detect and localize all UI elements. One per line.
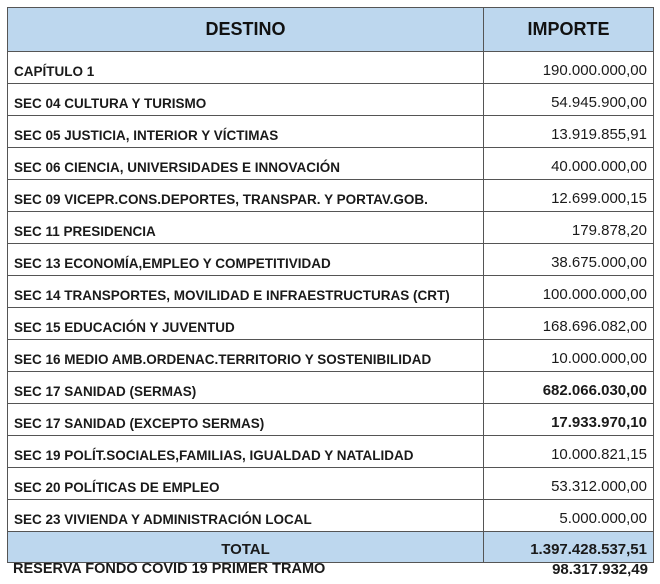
destino-cell: SEC 14 TRANSPORTES, MOVILIDAD E INFRAESTRUCTURAS (CRT) — [7, 276, 484, 307]
destino-cell: SEC 05 JUSTICIA, INTERIOR Y VÍCTIMAS — [7, 116, 484, 147]
importe-cell: 54.945.900,00 — [484, 84, 654, 115]
importe-cell: 190.000.000,00 — [484, 52, 654, 83]
destino-cell: SEC 17 SANIDAD (SERMAS) — [7, 372, 484, 403]
destino-cell: SEC 16 MEDIO AMB.ORDENAC.TERRITORIO Y SOSTENIBILIDAD — [7, 340, 484, 371]
destino-cell: SEC 06 CIENCIA, UNIVERSIDADES E INNOVACIÓN — [7, 148, 484, 179]
destino-cell: SEC 19 POLÍT.SOCIALES,FAMILIAS, IGUALDAD Y NATALIDAD — [7, 436, 484, 467]
destino-cell: SEC 04 CULTURA Y TURISMO — [7, 84, 484, 115]
reserve-row — [7, 561, 654, 584]
destino-cell: SEC 17 SANIDAD (EXCEPTO SERMAS) — [7, 404, 484, 435]
destino-cell: SEC 09 VICEPR.CONS.DEPORTES, TRANSPAR. Y PORTAV.GOB. — [7, 180, 484, 211]
header-destino: DESTINO — [7, 8, 484, 51]
table-row — [7, 84, 654, 116]
reserve-importe: 98.317.932,49 — [552, 561, 648, 578]
importe-cell: 100.000.000,00 — [484, 276, 654, 307]
table-row — [7, 404, 654, 436]
total-row — [7, 532, 654, 563]
table-row — [7, 500, 654, 532]
destino-cell: SEC 23 VIVIENDA Y ADMINISTRACIÓN LOCAL — [7, 500, 484, 531]
table-row — [7, 276, 654, 308]
importe-cell: 13.919.855,91 — [484, 116, 654, 147]
table-row — [7, 180, 654, 212]
table-row — [7, 52, 654, 84]
destino-cell: SEC 13 ECONOMÍA,EMPLEO Y COMPETITIVIDAD — [7, 244, 484, 275]
importe-cell: 168.696.082,00 — [484, 308, 654, 339]
importe-cell: 38.675.000,00 — [484, 244, 654, 275]
table-row — [7, 212, 654, 244]
header-importe: IMPORTE — [484, 8, 654, 51]
importe-cell: 17.933.970,10 — [484, 404, 654, 435]
destino-cell: SEC 20 POLÍTICAS DE EMPLEO — [7, 468, 484, 499]
destino-cell: SEC 15 EDUCACIÓN Y JUVENTUD — [7, 308, 484, 339]
importe-cell: 40.000.000,00 — [484, 148, 654, 179]
table-row — [7, 372, 654, 404]
table-header-row — [7, 7, 654, 52]
importe-cell: 12.699.000,15 — [484, 180, 654, 211]
table-row — [7, 468, 654, 500]
table-row — [7, 436, 654, 468]
importe-cell: 682.066.030,00 — [484, 372, 654, 403]
table-row — [7, 244, 654, 276]
importe-cell: 5.000.000,00 — [484, 500, 654, 531]
importe-cell: 179.878,20 — [484, 212, 654, 243]
destino-cell: CAPÍTULO 1 — [7, 52, 484, 83]
table-row — [7, 116, 654, 148]
budget-table — [7, 7, 654, 563]
table-row — [7, 340, 654, 372]
importe-cell: 10.000.821,15 — [484, 436, 654, 467]
destino-cell: SEC 11 PRESIDENCIA — [7, 212, 484, 243]
total-label: TOTAL — [7, 532, 484, 562]
importe-cell: 53.312.000,00 — [484, 468, 654, 499]
table-row — [7, 148, 654, 180]
table-row — [7, 308, 654, 340]
reserve-label: RESERVA FONDO COVID 19 PRIMER TRAMO — [13, 561, 326, 577]
total-importe: 1.397.428.537,51 — [484, 532, 654, 562]
importe-cell: 10.000.000,00 — [484, 340, 654, 371]
